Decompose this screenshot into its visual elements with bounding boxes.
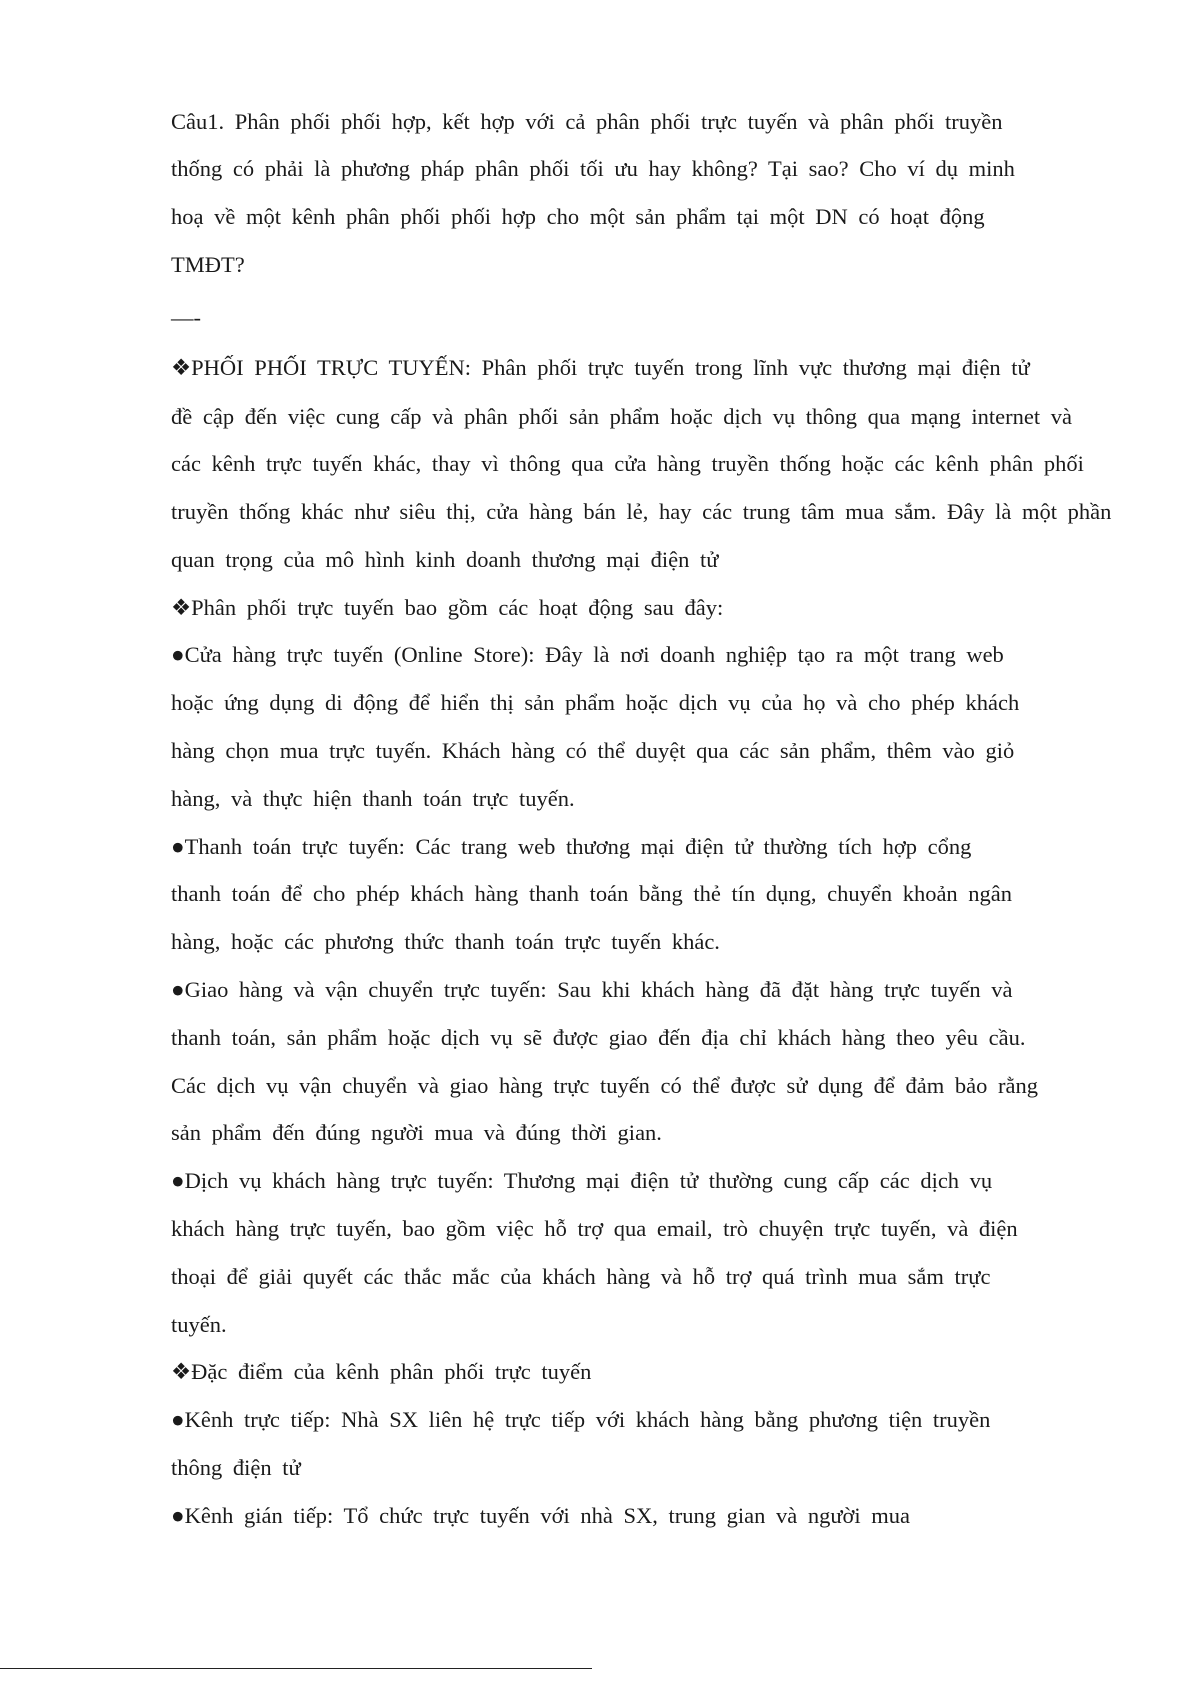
delivery-line-2: thanh toán, sản phẩm hoặc dịch vụ sẽ được giao đến địa chỉ khách hàng theo yêu cầu. [171,1025,1026,1050]
customer-service-line-3: thoại để giải quyết các thắc mắc của khách hàng và hỗ trợ quá trình mua sắm trực [171,1264,991,1289]
online-distribution-line-2: đề cập đến việc cung cấp và phân phối sản phẩm hoặc dịch vụ thông qua mạng internet và [171,404,1072,429]
online-distribution-line-3: các kênh trực tuyến khác, thay vì thông qua cửa hàng truyền thống hoặc các kênh phân phối [171,451,1084,476]
customer-service-line-4: tuyến. [171,1312,227,1337]
question-line-4: TMĐT? [171,252,245,277]
separator: —- [171,305,201,330]
question-line-2: thống có phải là phương pháp phân phối tối ưu hay không? Tại sao? Cho ví dụ minh [171,156,1015,181]
features-heading: ❖Đặc điểm của kênh phân phối trực tuyến [171,1359,592,1384]
delivery-line-3: Các dịch vụ vận chuyển và giao hàng trực tuyến có thể được sử dụng để đảm bảo rằng [171,1073,1038,1098]
online-store-line-4: hàng, và thực hiện thanh toán trực tuyến. [171,786,575,811]
delivery-line-4: sản phẩm đến đúng người mua và đúng thời gian. [171,1120,662,1145]
online-store-line-2: hoặc ứng dụng di động để hiển thị sản phẩm hoặc dịch vụ của họ và cho phép khách [171,690,1020,715]
online-distribution-line-5: quan trọng của mô hình kinh doanh thương mại điện tử [171,547,719,572]
online-distribution-heading: ❖PHỐI PHỐI TRỰC TUYẾN: Phân phối trực tuyến trong lĩnh vực thương mại điện tử [171,355,1030,380]
footnote-divider [0,1668,592,1669]
question-line-1: Câu1. Phân phối phối hợp, kết hợp với cả phân phối trực tuyến và phân phối truyền [171,109,1003,134]
online-distribution-line-4: truyền thống khác như siêu thị, cửa hàng bán lẻ, hay các trung tâm mua sắm. Đây là một phần [171,499,1112,524]
online-store-line-3: hàng chọn mua trực tuyến. Khách hàng có thể duyệt qua các sản phẩm, thêm vào giỏ [171,738,1015,763]
online-payment-line-1: ●Thanh toán trực tuyến: Các trang web thương mại điện tử thường tích hợp cổng [171,834,972,859]
question-line-3: hoạ về một kênh phân phối phối hợp cho một sản phẩm tại một DN có hoạt động [171,204,985,229]
online-payment-line-2: thanh toán để cho phép khách hàng thanh toán bằng thẻ tín dụng, chuyển khoản ngân [171,881,1013,906]
activities-heading: ❖Phân phối trực tuyến bao gồm các hoạt động sau đây: [171,595,724,620]
online-store-line-1: ●Cửa hàng trực tuyến (Online Store): Đây là nơi doanh nghiệp tạo ra một trang web [171,642,1004,667]
customer-service-line-1: ●Dịch vụ khách hàng trực tuyến: Thương mại điện tử thường cung cấp các dịch vụ [171,1168,993,1193]
direct-channel-line-2: thông điện tử [171,1455,301,1480]
customer-service-line-2: khách hàng trực tuyến, bao gồm việc hỗ trợ qua email, trò chuyện trực tuyến, và điện [171,1216,1018,1241]
indirect-channel: ●Kênh gián tiếp: Tổ chức trực tuyến với nhà SX, trung gian và người mua [171,1503,911,1528]
online-payment-line-3: hàng, hoặc các phương thức thanh toán trực tuyến khác. [171,929,720,954]
delivery-line-1: ●Giao hàng và vận chuyển trực tuyến: Sau khi khách hàng đã đặt hàng trực tuyến và [171,977,1013,1002]
direct-channel-line-1: ●Kênh trực tiếp: Nhà SX liên hệ trực tiếp với khách hàng bằng phương tiện truyền [171,1407,991,1432]
